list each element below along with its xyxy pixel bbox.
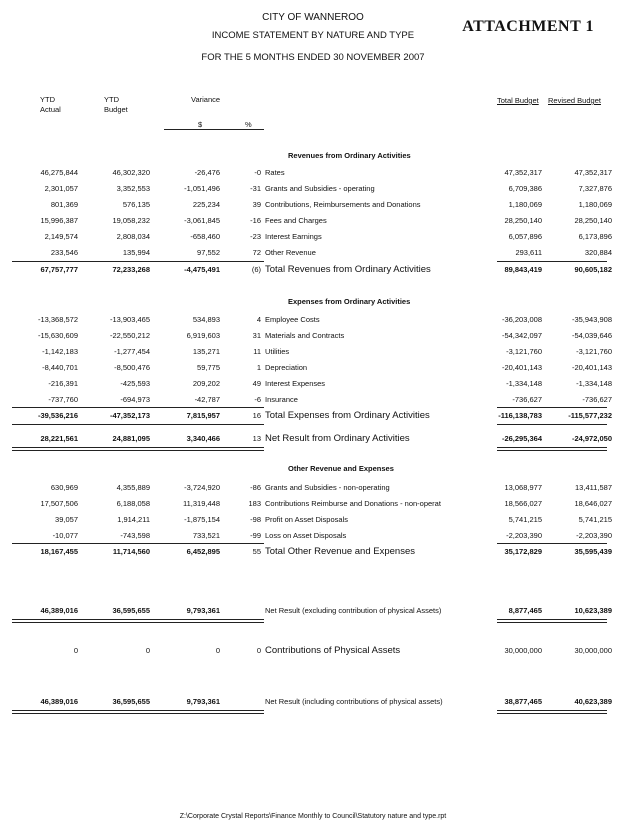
cell-variance: -42,787 bbox=[194, 395, 220, 404]
rule bbox=[12, 261, 264, 262]
col-variance: Variance bbox=[191, 95, 221, 104]
cell-variance: 6,919,603 bbox=[186, 331, 220, 340]
table-row bbox=[0, 483, 626, 495]
table-row bbox=[0, 379, 626, 391]
cell-label: Utilities bbox=[265, 347, 290, 356]
cell-label: Materials and Contracts bbox=[265, 331, 345, 340]
cell-budget: -22,550,212 bbox=[109, 331, 150, 340]
cell-budget: 6,188,058 bbox=[116, 499, 150, 508]
cell-revised-budget: 5,741,215 bbox=[578, 515, 612, 524]
table-row bbox=[0, 347, 626, 359]
cell-actual: -1,142,183 bbox=[42, 347, 78, 356]
cell-revised-budget: -54,039,646 bbox=[571, 331, 612, 340]
cell-pct: -16 bbox=[250, 216, 261, 225]
cell-actual: 801,369 bbox=[50, 200, 78, 209]
double-rule bbox=[12, 447, 264, 451]
cell-budget: 3,352,553 bbox=[116, 184, 150, 193]
cell-pct: 72 bbox=[252, 248, 261, 257]
section-other-title: Other Revenue and Expenses bbox=[288, 464, 394, 473]
cell-label: Net Result from Ordinary Activities bbox=[265, 433, 410, 444]
cell-budget: 36,595,655 bbox=[112, 606, 150, 615]
cell-actual: 67,757,777 bbox=[40, 265, 78, 274]
revenues-total-row bbox=[0, 265, 626, 277]
cell-pct: 49 bbox=[252, 379, 261, 388]
cell-total-budget: -2,203,390 bbox=[506, 531, 542, 540]
cell-total-budget: -26,295,364 bbox=[501, 434, 542, 443]
cell-variance: 59,775 bbox=[197, 363, 220, 372]
cell-pct: -86 bbox=[250, 483, 261, 492]
cell-revised-budget: -35,943,908 bbox=[571, 315, 612, 324]
cell-pct: 183 bbox=[248, 499, 261, 508]
cell-total-budget: 28,250,140 bbox=[504, 216, 542, 225]
rule bbox=[497, 261, 607, 262]
cell-actual: 2,301,057 bbox=[44, 184, 78, 193]
cell-actual: -8,440,701 bbox=[42, 363, 78, 372]
cell-revised-budget: -2,203,390 bbox=[576, 531, 612, 540]
cell-variance: 9,793,361 bbox=[186, 697, 220, 706]
cell-total-budget: -736,627 bbox=[512, 395, 542, 404]
cell-total-budget: 89,843,419 bbox=[504, 265, 542, 274]
cell-variance: 7,815,957 bbox=[186, 411, 220, 420]
cell-total-budget: 30,000,000 bbox=[504, 646, 542, 655]
cell-label: Contributions of Physical Assets bbox=[265, 645, 401, 656]
col-var-dollar: $ bbox=[198, 120, 203, 129]
table-row bbox=[0, 200, 626, 212]
table-row bbox=[0, 315, 626, 327]
col-ytd-actual-2: Actual bbox=[40, 105, 61, 114]
cell-actual: 0 bbox=[73, 646, 78, 655]
cell-pct: 4 bbox=[256, 315, 261, 324]
cell-total-budget: 6,057,896 bbox=[508, 232, 542, 241]
cell-total-budget: -116,138,783 bbox=[498, 411, 542, 420]
rule bbox=[12, 543, 264, 544]
cell-budget: -425,593 bbox=[120, 379, 150, 388]
cell-revised-budget: -20,401,143 bbox=[571, 363, 612, 372]
cell-label: Net Result (excluding contribution of physical Assets) bbox=[265, 606, 442, 615]
cell-actual: -13,368,572 bbox=[37, 315, 78, 324]
cell-budget: 19,058,232 bbox=[112, 216, 150, 225]
other-total-row bbox=[0, 547, 626, 559]
col-revised-budget: Revised Budget bbox=[548, 96, 601, 105]
cell-variance: -3,724,920 bbox=[184, 483, 220, 492]
cell-budget: -47,352,173 bbox=[109, 411, 150, 420]
cell-variance: 225,234 bbox=[192, 200, 220, 209]
cell-actual: 46,389,016 bbox=[40, 697, 78, 706]
cell-total-budget: -36,203,008 bbox=[501, 315, 542, 324]
cell-variance: 534,893 bbox=[192, 315, 220, 324]
cell-total-budget: -20,401,143 bbox=[501, 363, 542, 372]
cell-variance: 0 bbox=[215, 646, 220, 655]
col-ytd-budget-1: YTD bbox=[104, 95, 119, 104]
cell-budget: -13,903,465 bbox=[109, 315, 150, 324]
table-row bbox=[0, 216, 626, 228]
cell-budget: -694,973 bbox=[120, 395, 150, 404]
cell-label: Loss on Asset Disposals bbox=[265, 531, 347, 540]
table-row bbox=[0, 515, 626, 527]
table-row bbox=[0, 531, 626, 543]
cell-label: Fees and Charges bbox=[265, 216, 327, 225]
cell-revised-budget: -736,627 bbox=[582, 395, 612, 404]
cell-budget: 2,808,034 bbox=[116, 232, 150, 241]
cell-total-budget: 6,709,386 bbox=[508, 184, 542, 193]
cell-actual: 630,969 bbox=[50, 483, 78, 492]
cell-actual: 46,389,016 bbox=[40, 606, 78, 615]
col-var-pct: % bbox=[245, 120, 252, 129]
cell-variance: -1,875,154 bbox=[184, 515, 220, 524]
cell-revised-budget: 35,595,439 bbox=[574, 547, 612, 556]
cell-revised-budget: 28,250,140 bbox=[574, 216, 612, 225]
cell-pct: 55 bbox=[252, 547, 261, 556]
cell-actual: 2,149,574 bbox=[44, 232, 78, 241]
cell-total-budget: 13,068,977 bbox=[504, 483, 542, 492]
cell-actual: 39,057 bbox=[55, 515, 78, 524]
cell-label: Grants and Subsidies - non-operating bbox=[265, 483, 390, 492]
double-rule bbox=[497, 619, 607, 623]
cell-label: Profit on Asset Disposals bbox=[265, 515, 348, 524]
cell-actual: -10,077 bbox=[52, 531, 78, 540]
table-row bbox=[0, 184, 626, 196]
cell-label: Depreciation bbox=[265, 363, 308, 372]
cell-label: Rates bbox=[265, 168, 285, 177]
report-file-path: Z:\Corporate Crystal Reports\Finance Monthly to Council\Statutory nature and type.rpt bbox=[179, 813, 447, 820]
rule bbox=[497, 407, 607, 408]
cell-variance: -4,475,491 bbox=[184, 265, 220, 274]
cell-budget: 36,595,655 bbox=[112, 697, 150, 706]
cell-revised-budget: -1,334,148 bbox=[576, 379, 612, 388]
cell-actual: 17,507,506 bbox=[40, 499, 78, 508]
cell-budget: 4,355,889 bbox=[116, 483, 150, 492]
cell-budget: -1,277,454 bbox=[114, 347, 150, 356]
double-rule bbox=[12, 619, 264, 623]
net-incl-row bbox=[0, 697, 626, 709]
cell-label: Employee Costs bbox=[265, 315, 320, 324]
attachment-label: ATTACHMENT 1 bbox=[462, 18, 594, 35]
cell-total-budget: 293,611 bbox=[515, 248, 542, 257]
cell-revised-budget: 13,411,587 bbox=[575, 483, 612, 492]
cell-pct: -6 bbox=[254, 395, 261, 404]
cell-revised-budget: 1,180,069 bbox=[578, 200, 612, 209]
col-ytd-budget-2: Budget bbox=[104, 105, 128, 114]
cell-variance: 135,271 bbox=[192, 347, 220, 356]
cell-total-budget: 8,877,465 bbox=[508, 606, 542, 615]
table-row bbox=[0, 168, 626, 180]
cell-total-budget: -54,342,097 bbox=[501, 331, 542, 340]
cell-variance: -658,460 bbox=[190, 232, 220, 241]
cell-budget: 0 bbox=[145, 646, 150, 655]
cell-pct: 0 bbox=[256, 646, 261, 655]
cell-variance: 3,340,466 bbox=[186, 434, 220, 443]
cell-label: Total Revenues from Ordinary Activities bbox=[265, 264, 431, 275]
report-period: FOR THE 5 MONTHS ENDED 30 NOVEMBER 2007 bbox=[201, 52, 425, 63]
cell-variance: 209,202 bbox=[192, 379, 220, 388]
cell-total-budget: 5,741,215 bbox=[508, 515, 542, 524]
cell-label: Net Result (including contributions of physical assets) bbox=[265, 697, 443, 706]
double-rule bbox=[12, 710, 264, 714]
rule bbox=[497, 543, 607, 544]
double-rule bbox=[497, 447, 607, 451]
cell-revised-budget: -3,121,760 bbox=[576, 347, 612, 356]
cell-actual: 233,546 bbox=[50, 248, 78, 257]
cell-variance: -3,061,845 bbox=[184, 216, 220, 225]
cell-budget: 72,233,268 bbox=[112, 265, 150, 274]
cell-revised-budget: 6,173,896 bbox=[578, 232, 612, 241]
cell-budget: 11,714,560 bbox=[112, 547, 150, 556]
cell-actual: -15,630,609 bbox=[37, 331, 78, 340]
cell-variance: 733,521 bbox=[192, 531, 220, 540]
table-row bbox=[0, 395, 626, 407]
cell-label: Contributions Reimburse and Donations - non-operat bbox=[265, 499, 441, 508]
cell-variance: -26,476 bbox=[194, 168, 220, 177]
rule bbox=[497, 424, 607, 425]
cell-budget: 576,135 bbox=[122, 200, 150, 209]
cell-label: Grants and Subsidies - operating bbox=[265, 184, 375, 193]
cell-actual: -737,760 bbox=[48, 395, 78, 404]
cell-total-budget: 38,877,465 bbox=[504, 697, 542, 706]
cell-pct: (6) bbox=[251, 265, 261, 274]
cell-budget: -743,598 bbox=[120, 531, 150, 540]
cell-pct: -23 bbox=[250, 232, 261, 241]
cell-pct: -0 bbox=[254, 168, 261, 177]
cell-total-budget: -1,334,148 bbox=[506, 379, 542, 388]
cell-budget: -8,500,476 bbox=[114, 363, 150, 372]
cell-variance: 9,793,361 bbox=[186, 606, 220, 615]
cell-pct: -98 bbox=[250, 515, 261, 524]
cell-variance: 11,319,448 bbox=[183, 499, 220, 508]
cell-total-budget: 1,180,069 bbox=[508, 200, 542, 209]
report-org: CITY OF WANNEROO bbox=[262, 12, 364, 23]
cell-variance: -1,051,496 bbox=[184, 184, 220, 193]
cell-actual: -216,391 bbox=[48, 379, 78, 388]
cell-revised-budget: 320,884 bbox=[584, 248, 612, 257]
cell-actual: 18,167,455 bbox=[40, 547, 78, 556]
col-total-budget: Total Budget bbox=[497, 96, 539, 105]
cell-revised-budget: 30,000,000 bbox=[574, 646, 612, 655]
cell-actual: 46,275,844 bbox=[40, 168, 78, 177]
cell-budget: 46,302,320 bbox=[112, 168, 150, 177]
cell-label: Insurance bbox=[265, 395, 298, 404]
cell-pct: 11 bbox=[253, 347, 261, 356]
cell-pct: 13 bbox=[252, 434, 261, 443]
cell-total-budget: -3,121,760 bbox=[506, 347, 542, 356]
double-rule bbox=[497, 710, 607, 714]
cell-revised-budget: 90,605,182 bbox=[574, 265, 612, 274]
cell-label: Interest Expenses bbox=[265, 379, 326, 388]
cell-revised-budget: 7,327,876 bbox=[578, 184, 612, 193]
cell-pct: 16 bbox=[252, 411, 261, 420]
cell-revised-budget: 47,352,317 bbox=[574, 168, 612, 177]
cell-revised-budget: -115,577,232 bbox=[568, 411, 612, 420]
section-expenses-title: Expenses from Ordinary Activities bbox=[288, 297, 411, 306]
cell-total-budget: 35,172,829 bbox=[504, 547, 542, 556]
cell-label: Other Revenue bbox=[265, 248, 316, 257]
expenses-total-row bbox=[0, 411, 626, 423]
cell-budget: 24,881,095 bbox=[112, 434, 150, 443]
col-ytd-actual-1: YTD bbox=[40, 95, 55, 104]
cell-revised-budget: 18,646,027 bbox=[574, 499, 612, 508]
cell-label: Interest Earnings bbox=[265, 232, 322, 241]
table-row bbox=[0, 363, 626, 375]
section-revenues-title: Revenues from Ordinary Activities bbox=[288, 151, 411, 160]
cell-variance: 6,452,895 bbox=[186, 547, 220, 556]
table-row bbox=[0, 232, 626, 244]
cell-label: Total Other Revenue and Expenses bbox=[265, 546, 415, 557]
cell-label: Contributions, Reimbursements and Donations bbox=[265, 200, 421, 209]
cell-actual: 28,221,561 bbox=[40, 434, 78, 443]
net-excl-row bbox=[0, 606, 626, 618]
cell-total-budget: 18,566,027 bbox=[504, 499, 542, 508]
cell-revised-budget: -24,972,050 bbox=[571, 434, 612, 443]
cell-pct: 1 bbox=[256, 363, 261, 372]
cell-pct: 39 bbox=[252, 200, 261, 209]
table-row bbox=[0, 248, 626, 260]
rule bbox=[12, 424, 264, 425]
cell-revised-budget: 10,623,389 bbox=[574, 606, 612, 615]
cell-revised-budget: 40,623,389 bbox=[574, 697, 612, 706]
cell-budget: 1,914,211 bbox=[117, 515, 150, 524]
cell-pct: 31 bbox=[252, 331, 261, 340]
cell-total-budget: 47,352,317 bbox=[504, 168, 542, 177]
cell-actual: -39,536,216 bbox=[37, 411, 78, 420]
contrib-physical-row bbox=[0, 646, 626, 658]
cell-pct: -99 bbox=[250, 531, 261, 540]
net-ordinary-row bbox=[0, 434, 626, 446]
cell-label: Total Expenses from Ordinary Activities bbox=[265, 410, 430, 421]
table-row bbox=[0, 499, 626, 511]
report-title: INCOME STATEMENT BY NATURE AND TYPE bbox=[211, 30, 415, 41]
rule bbox=[12, 407, 264, 408]
col-rule bbox=[164, 129, 264, 130]
cell-budget: 135,994 bbox=[122, 248, 150, 257]
cell-variance: 97,552 bbox=[197, 248, 220, 257]
table-row bbox=[0, 331, 626, 343]
cell-actual: 15,996,387 bbox=[40, 216, 78, 225]
cell-pct: -31 bbox=[250, 184, 261, 193]
